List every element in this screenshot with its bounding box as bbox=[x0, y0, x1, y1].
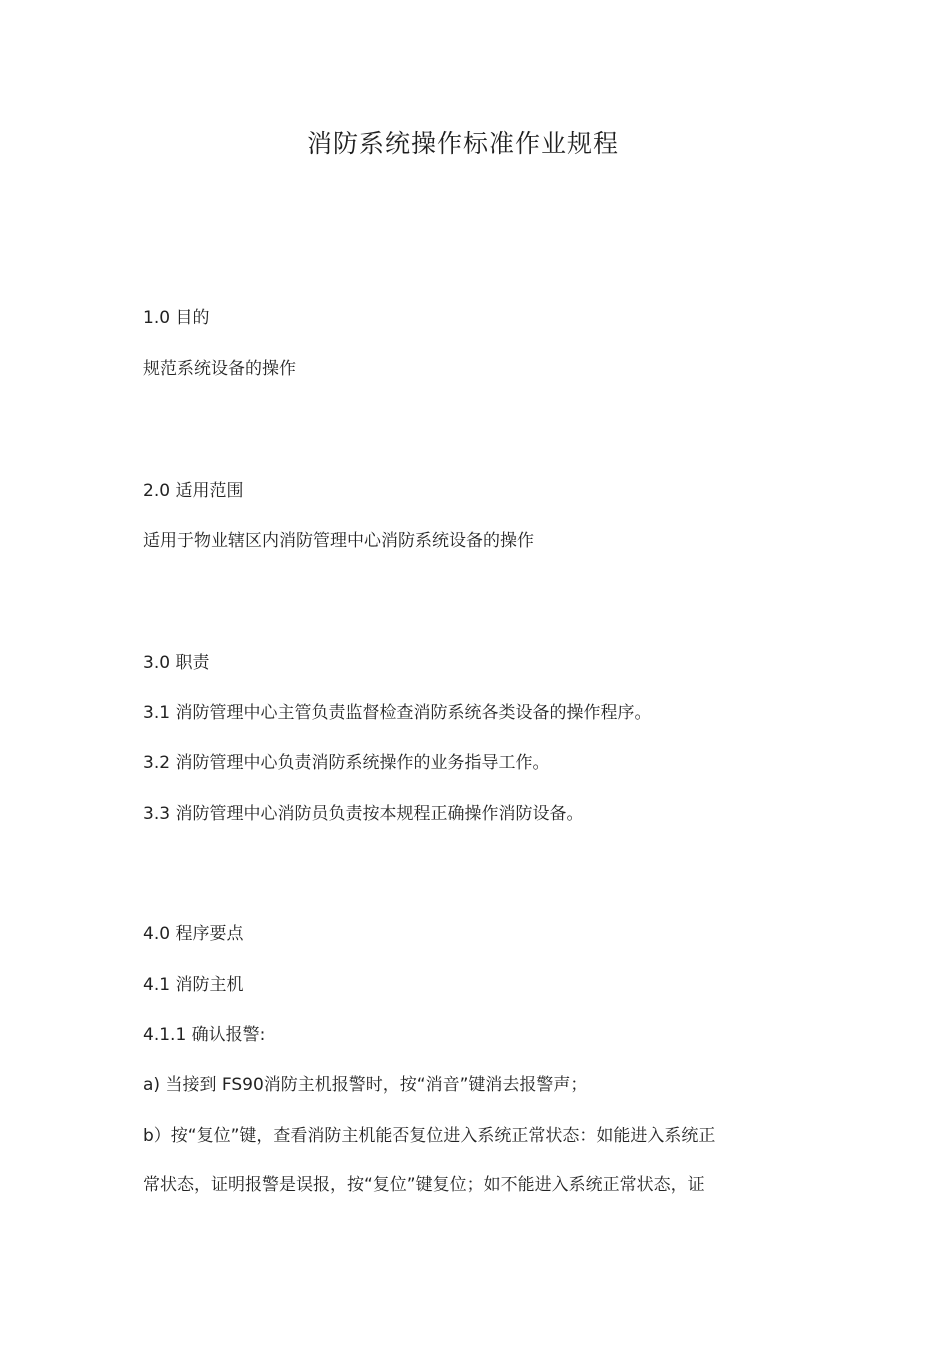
procedure-step-b-continued: 常状态，证明报警是误报，按“复位”键复位；如不能进入系统正常状态，证 bbox=[143, 1175, 705, 1195]
procedure-step-b: b）按“复位”键，查看消防主机能否复位进入系统正常状态：如能进入系统正 bbox=[143, 1126, 716, 1146]
paragraph-purpose: 规范系统设备的操作 bbox=[143, 359, 296, 379]
section-heading-procedure: 4.0 程序要点 bbox=[143, 924, 244, 944]
section-heading-scope: 2.0 适用范围 bbox=[143, 481, 244, 501]
responsibility-item: 3.3 消防管理中心消防员负责按本规程正确操作消防设备。 bbox=[143, 804, 584, 824]
section-heading-responsibilities: 3.0 职责 bbox=[143, 653, 210, 673]
section-heading-purpose: 1.0 目的 bbox=[143, 308, 210, 328]
responsibility-item: 3.1 消防管理中心主管负责监督检查消防系统各类设备的操作程序。 bbox=[143, 703, 652, 723]
paragraph-scope: 适用于物业辖区内消防管理中心消防系统设备的操作 bbox=[143, 531, 534, 551]
procedure-step-a: a) 当接到 FS90消防主机报警时，按“消音”键消去报警声； bbox=[143, 1075, 588, 1095]
subsection-heading-fire-host: 4.1 消防主机 bbox=[143, 975, 244, 995]
subsubsection-heading-confirm-alarm: 4.1.1 确认报警: bbox=[143, 1025, 266, 1045]
responsibility-item: 3.2 消防管理中心负责消防系统操作的业务指导工作。 bbox=[143, 753, 550, 773]
document-title: 消防系统操作标准作业规程 bbox=[306, 129, 619, 158]
